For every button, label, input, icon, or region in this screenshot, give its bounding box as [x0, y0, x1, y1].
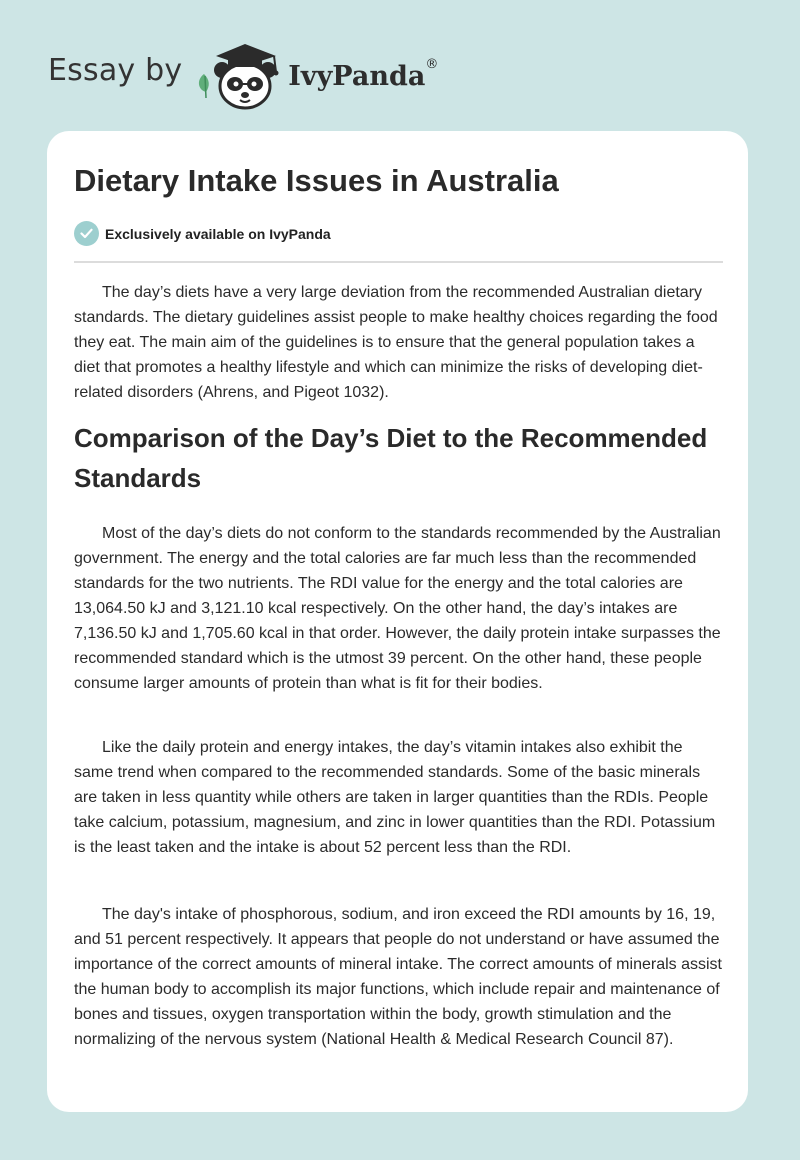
body-paragraph: The day's intake of phosphorous, sodium, and iron exceed the RDI amounts by 16, 19, and 51 percent respectively. It appears that people do not understand or have assumed the importance of the correct amounts of mineral intake. The correct amounts of minerals assist the human body to accomplish its major functions, which include repair and maintenance of bones and tissues, oxygen transportation within the body, growth stimulation and the normalizing of the nervous system (National Health & Medical Research Council 87).: [74, 906, 722, 1048]
paragraph-block: [74, 521, 724, 696]
divider: [74, 261, 723, 263]
body-paragraph: Like the daily protein and energy intakes, the day’s vitamin intakes also exhibit the same trend when compared to the recommended standards. Some of the basic minerals are taken in less quantity while others are taken in larger quantities than the RDIs. People take calcium, potassium, magnesium, and zinc in lower quantities than the RDI. Potassium is the least taken and the intake is about 52 percent less than the RDI.: [74, 739, 716, 856]
paragraph-block: [74, 735, 724, 860]
essay-card: [47, 131, 748, 1112]
exclusive-label: Exclusively available on IvyPanda: [105, 225, 331, 242]
brand-prefix: Essay by: [48, 52, 183, 88]
panda-graduate-logo-icon: [194, 36, 286, 112]
section-heading: Comparison of the Day’s Diet to the Recommended Standards: [74, 423, 708, 493]
registered-mark: ®: [425, 56, 439, 72]
page-title: Dietary Intake Issues in Australia: [74, 163, 559, 198]
paragraph-block: [74, 902, 724, 1052]
exclusive-badge: [74, 221, 331, 246]
intro-paragraph-block: [74, 280, 724, 405]
brand-name: IvyPanda®: [288, 56, 439, 92]
body-paragraph: Most of the day’s diets do not conform to the standards recommended by the Australian government. The energy and the total calories are far much less than the recommended standards for the two nutrients. The RDI value for the energy and the total calories are 13,064.50 kJ and 3,121.10 kcal respectively. On the other hand, the day’s intakes are 7,136.50 kJ and 1,705.60 kcal in that order. However, the daily protein intake surpasses the recommended standard which is the utmost 39 percent. On the other hand, these people consume larger amounts of protein than what is fit for their bodies.: [74, 525, 721, 692]
intro-paragraph: The day’s diets have a very large deviation from the recommended Australian dietary standards. The dietary guidelines assist people to make healthy choices regarding the food they eat. The main aim of the guidelines is to ensure that the general population takes a diet that promotes a healthy lifestyle and which can minimize the risks of developing diet-related disorders (Ahrens, and Pigeot 1032).: [74, 284, 718, 401]
brand-header: [48, 34, 438, 114]
check-circle-icon: [74, 221, 99, 246]
